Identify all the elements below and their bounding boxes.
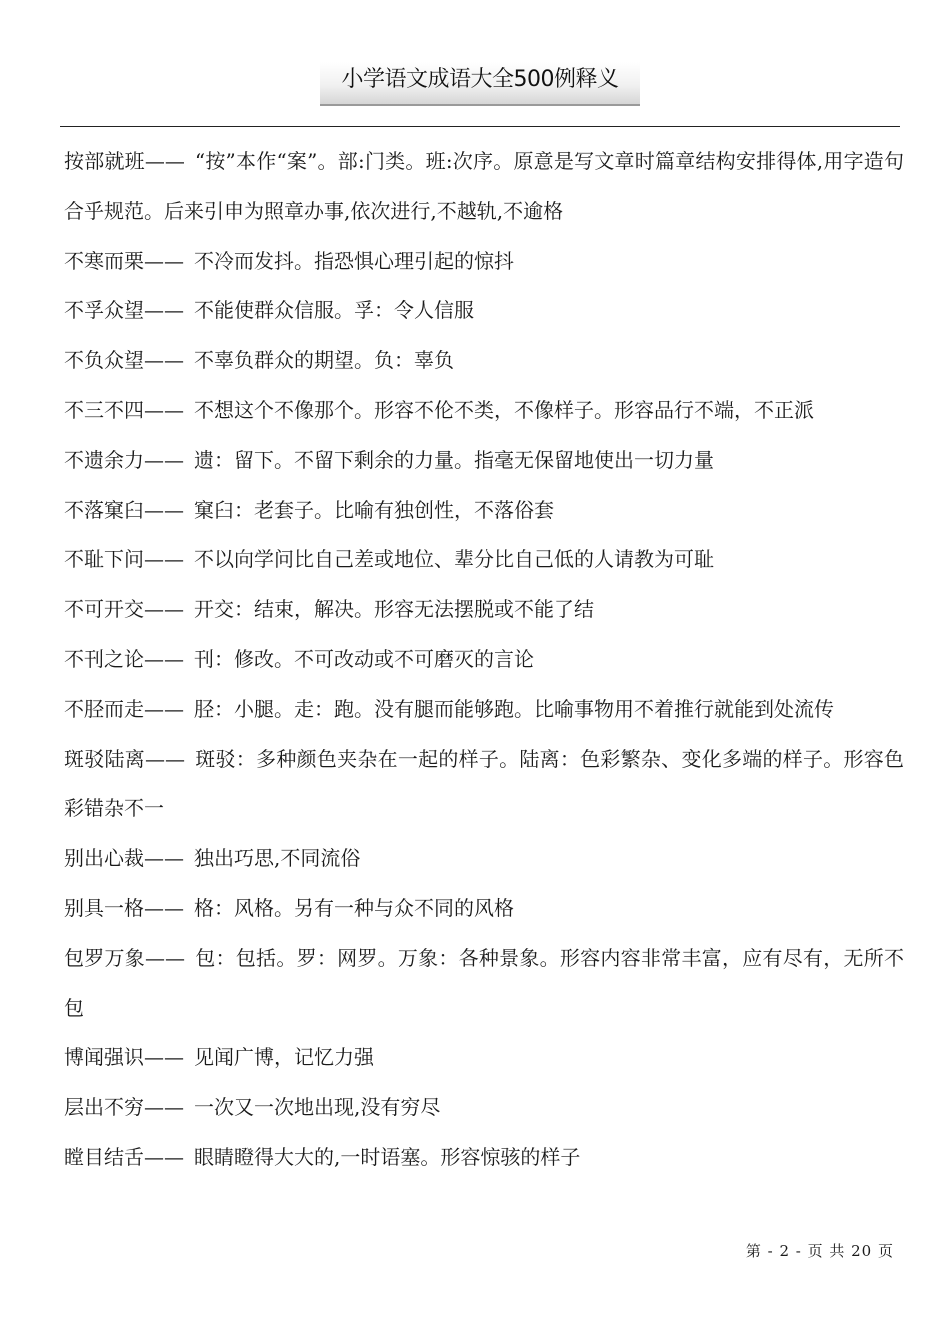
idiom-definition: 不冷而发抖。指恐惧心理引起的惊抖 xyxy=(194,248,514,273)
idiom-term: 瞠目结舌 xyxy=(64,1144,144,1169)
idiom-list xyxy=(64,137,904,1183)
idiom-definition: 一次又一次地出现,没有穷尽 xyxy=(194,1095,441,1120)
idiom-definition: “按”本作“案”。部:门类。班:次序。原意是写文章时篇章结构安排得体,用字造句合乎规范。后来引申为照章办事,依次进行,不越轨,不逾格 xyxy=(64,149,905,223)
idiom-separator: —— xyxy=(145,945,186,970)
idiom-entry xyxy=(64,1133,904,1183)
idiom-term: 层出不穷 xyxy=(64,1095,144,1120)
idiom-term: 斑驳陆离 xyxy=(64,746,146,771)
idiom-entry xyxy=(64,834,904,884)
idiom-definition: 眼睛瞪得大大的,一时语塞。形容惊骇的样子 xyxy=(194,1144,581,1169)
idiom-definition: 见闻广博，记忆力强 xyxy=(194,1045,374,1070)
idiom-definition: 包：包括。罗：网罗。万象：各种景象。形容内容非常丰富，应有尽有，无所不包 xyxy=(64,945,905,1020)
idiom-term: 不遗余力 xyxy=(64,447,144,472)
idiom-definition: 斑驳：多种颜色夹杂在一起的样子。陆离：色彩繁杂、变化多端的样子。形容色彩错杂不一 xyxy=(64,746,905,821)
idiom-definition: 不以向学问比自己差或地位、辈分比自己低的人请教为可耻 xyxy=(194,547,714,572)
idiom-definition: 胫：小腿。走：跑。没有腿而能够跑。比喻事物用不着推行就能到处流传 xyxy=(194,696,834,721)
idiom-separator: —— xyxy=(144,397,184,422)
page-header xyxy=(0,0,950,128)
idiom-entry xyxy=(64,137,904,237)
idiom-definition: 遗：留下。不留下剩余的力量。指毫无保留地使出一切力量 xyxy=(194,447,714,472)
idiom-term: 不胫而走 xyxy=(64,696,144,721)
idiom-separator: —— xyxy=(144,298,184,323)
idiom-separator: —— xyxy=(144,149,185,173)
idiom-entry xyxy=(64,436,904,486)
idiom-term: 别具一格 xyxy=(64,895,144,920)
idiom-term: 不三不四 xyxy=(64,397,144,422)
idiom-separator: —— xyxy=(144,348,184,373)
idiom-term: 不可开交 xyxy=(64,597,144,622)
idiom-term: 包罗万象 xyxy=(64,945,146,970)
idiom-separator: —— xyxy=(144,447,184,472)
idiom-definition: 不能使群众信服。孚：令人信服 xyxy=(194,298,474,323)
idiom-definition: 窠臼：老套子。比喻有独创性，不落俗套 xyxy=(194,497,554,522)
idiom-term: 按部就班 xyxy=(64,149,145,173)
idiom-entry xyxy=(64,535,904,585)
idiom-separator: —— xyxy=(144,895,184,920)
idiom-definition: 刊：修改。不可改动或不可磨灭的言论 xyxy=(194,646,534,671)
idiom-definition: 独出巧思,不同流俗 xyxy=(194,846,361,871)
idiom-entry xyxy=(64,884,904,934)
idiom-separator: —— xyxy=(145,746,186,771)
idiom-entry xyxy=(64,286,904,336)
idiom-entry xyxy=(64,585,904,635)
idiom-entry xyxy=(64,336,904,386)
idiom-definition: 开交：结束，解决。形容无法摆脱或不能了结 xyxy=(194,597,594,622)
idiom-term: 不落窠臼 xyxy=(64,497,144,522)
idiom-entry xyxy=(64,237,904,287)
idiom-entry xyxy=(64,1033,904,1083)
idiom-separator: —— xyxy=(144,646,184,671)
idiom-term: 别出心裁 xyxy=(64,846,144,871)
idiom-term: 不刊之论 xyxy=(64,646,144,671)
idiom-separator: —— xyxy=(144,846,184,871)
idiom-separator: —— xyxy=(144,248,184,273)
idiom-separator: —— xyxy=(144,1045,184,1070)
idiom-entry xyxy=(64,1083,904,1133)
idiom-separator: —— xyxy=(144,1144,184,1169)
header-rule xyxy=(60,126,900,127)
idiom-term: 不耻下问 xyxy=(64,547,144,572)
idiom-definition: 不辜负群众的期望。负：辜负 xyxy=(194,348,454,373)
idiom-definition: 格：风格。另有一种与众不同的风格 xyxy=(194,895,514,920)
idiom-entry xyxy=(64,934,904,1034)
page-title: 小学语文成语大全500例释义 xyxy=(341,67,619,92)
idiom-separator: —— xyxy=(144,1095,184,1120)
idiom-separator: —— xyxy=(144,696,184,721)
idiom-term: 博闻强识 xyxy=(64,1045,144,1070)
idiom-term: 不负众望 xyxy=(64,348,144,373)
idiom-separator: —— xyxy=(144,497,184,522)
idiom-entry xyxy=(64,735,904,835)
idiom-term: 不寒而栗 xyxy=(64,248,144,273)
idiom-entry xyxy=(64,635,904,685)
page-number: 第 - 2 - 页 共 20 页 xyxy=(745,1242,894,1260)
idiom-entry xyxy=(64,685,904,735)
idiom-separator: —— xyxy=(144,597,184,622)
idiom-separator: —— xyxy=(144,547,184,572)
idiom-entry xyxy=(64,486,904,536)
idiom-term: 不孚众望 xyxy=(64,298,144,323)
idiom-definition: 不想这个不像那个。形容不伦不类，不像样子。形容品行不端，不正派 xyxy=(194,397,814,422)
title-banner xyxy=(320,62,640,106)
idiom-entry xyxy=(64,386,904,436)
